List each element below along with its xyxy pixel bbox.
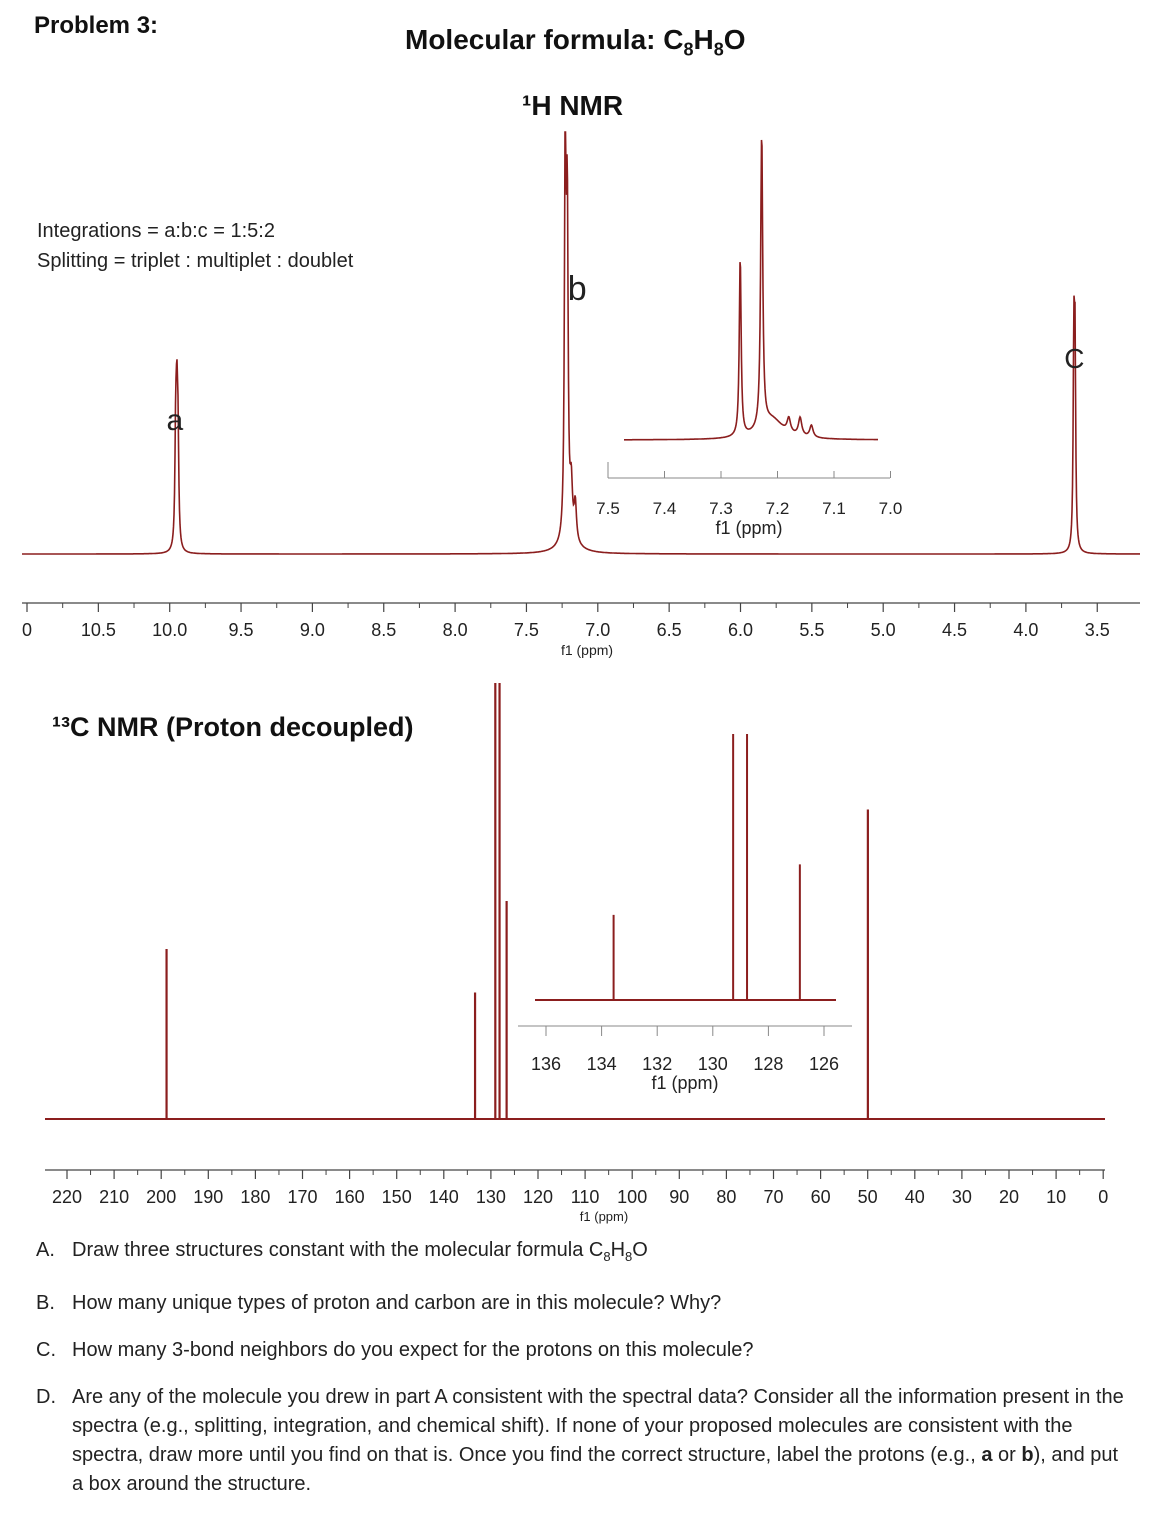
c-inset-tick-label: 126: [808, 1054, 840, 1074]
h-inset-tick-label: 7.5: [596, 499, 620, 518]
c-axis-tick-label: 80: [716, 1187, 737, 1207]
questions: [36, 1236, 1126, 1517]
h-inset-tick-label: 7.3: [709, 499, 733, 518]
h-axis-tick-label: 7.5: [513, 620, 539, 640]
c-axis-tick-label: 120: [522, 1187, 554, 1207]
c-axis-tick-label: 20: [998, 1187, 1020, 1207]
h-inset-tick-label: 7.0: [878, 499, 903, 518]
c-axis-tick-label: 190: [193, 1187, 224, 1207]
c-axis-tick-label: 40: [904, 1187, 925, 1207]
h-axis-tick-label: 4.0: [1013, 620, 1039, 640]
h-axis-tick-label: 6.5: [656, 620, 682, 640]
h-peak-label-b: b: [567, 270, 587, 308]
h-inset-tick-label: 7.1: [822, 499, 846, 518]
c-axis-tick-label: 170: [287, 1187, 318, 1207]
c-nmr-title: ¹³C NMR (Proton decoupled): [52, 712, 414, 742]
c-axis-tick-label: 30: [951, 1187, 972, 1207]
h-axis-tick-label: 5.5: [799, 620, 825, 640]
c-inset-tick-label: 134: [586, 1054, 617, 1074]
h-inset-trace: [624, 140, 878, 440]
question-b: B. How many unique types of proton and carbon are in this molecule? Why?: [36, 1292, 722, 1314]
c-axis-tick-label: 130: [475, 1187, 506, 1207]
h-axis-tick-label: 8.5: [371, 620, 397, 640]
splitting-note: Splitting = triplet : multiplet : doublet: [37, 250, 354, 272]
h-axis-tick-label: 8.0: [442, 620, 468, 640]
h-axis-tick-label: 9.5: [228, 620, 254, 640]
question-d: D. Are any of the molecule you drew in part A consistent with the spectral data? Consider all the information present in the spectra (e.g., splitting, integration, and chemical shift). If none of your proposed molecules are consistent with the spectra, draw more until you find on that is. Once you find the correct structure, label the protons (e.g., a or b), and put a box around the structure.: [36, 1386, 1124, 1495]
c-axis-tick-label: 90: [669, 1187, 690, 1207]
h-peak-label-c: C: [1064, 343, 1085, 374]
h-axis-tick-label: 10.0: [152, 620, 188, 640]
h-axis-tick-label: 0: [21, 620, 33, 640]
h-spectrum-trace: [22, 132, 1140, 554]
c-axis-tick-label: 220: [51, 1187, 83, 1207]
h-peak-label-a: a: [166, 404, 184, 437]
c-nmr-spectrum: [0, 670, 1162, 1225]
h-nmr-spectrum: [0, 120, 1162, 660]
h-inset-axis-title: f1 (ppm): [715, 518, 783, 538]
integrations-note: Integrations = a:b:c = 1:5:2: [37, 220, 275, 242]
c-axis-tick-label: 150: [381, 1187, 412, 1207]
h-nmr-title: ¹H NMR: [522, 90, 624, 121]
h-axis-tick-label: 3.5: [1084, 620, 1110, 640]
c-axis-tick-label: 160: [334, 1187, 365, 1207]
molecular-formula: Molecular formula: $C_8H_8O$: [405, 24, 746, 60]
c-axis-tick-label: 210: [99, 1187, 130, 1207]
question-c: C. How many 3-bond neighbors do you expect for the protons on this molecule?: [36, 1339, 754, 1361]
c-inset-axis-title: f1 (ppm): [651, 1073, 719, 1093]
c-axis-tick-label: 200: [146, 1187, 177, 1207]
c-axis-tick-label: 60: [810, 1187, 831, 1207]
c-axis-tick-label: 110: [570, 1187, 600, 1207]
c-axis-tick-label: 10: [1046, 1187, 1067, 1207]
c-inset-tick-label: 132: [642, 1054, 673, 1074]
c-inset-tick-label: 128: [753, 1054, 784, 1074]
h-axis-tick-label: 7.0: [585, 620, 611, 640]
h-inset-tick-label: 7.2: [765, 499, 790, 518]
c-axis-tick-label: 180: [240, 1187, 271, 1207]
c-axis-tick-label: 100: [617, 1187, 648, 1207]
c-axis-tick-label: 50: [857, 1187, 878, 1207]
h-axis-tick-label: 6.0: [727, 620, 754, 640]
problem-label: Problem 3:: [34, 12, 159, 39]
c-axis-title: f1 (ppm): [579, 1209, 629, 1224]
h-axis-tick-label: 10.5: [80, 620, 116, 640]
h-axis-title: f1 (ppm): [560, 642, 614, 658]
h-axis-tick-label: 4.5: [942, 620, 968, 640]
c-axis-tick-label: 0: [1098, 1187, 1109, 1207]
c-axis-tick-label: 140: [428, 1187, 459, 1207]
h-inset-tick-label: 7.4: [652, 499, 677, 518]
c-inset-tick-label: 136: [530, 1054, 562, 1074]
question-a: A. Draw three structures constant with the molecular formula $C_8H_8O$: [36, 1239, 648, 1264]
c-inset-tick-label: 130: [697, 1054, 728, 1074]
h-axis-tick-label: 5.0: [870, 620, 896, 640]
c-axis-tick-label: 70: [763, 1187, 784, 1207]
h-axis-tick-label: 9.0: [299, 620, 325, 640]
